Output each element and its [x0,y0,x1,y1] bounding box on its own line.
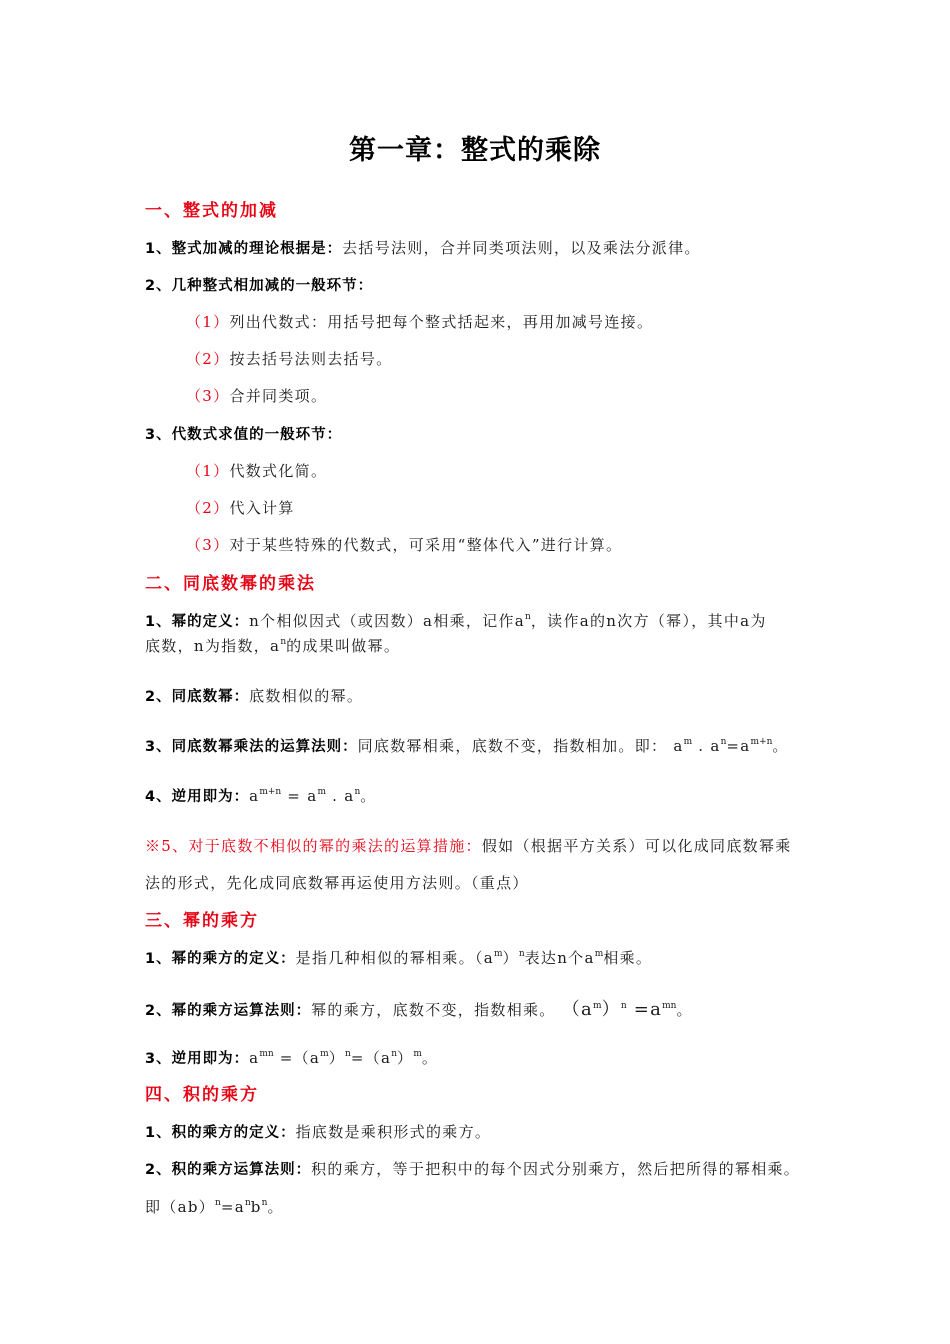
item-text: 代数式化简。 [229,462,328,480]
s2-paragraph-5-line-2 [145,876,529,891]
item-text: 代入计算 [229,499,295,517]
item-number: （3） [186,536,230,554]
superscript: n [620,1001,627,1011]
formula: a [673,737,684,755]
punctuation: 。 [421,1049,439,1067]
formula: =（a [273,1049,321,1067]
superscript: m [320,1049,329,1059]
superscript: n [525,612,531,622]
s2-paragraph-1-line-1 [145,614,767,630]
s2-paragraph-3 [145,739,789,755]
formula: =a [220,1198,245,1216]
s2-p1-text-a: n个相似因式（或因数）a相乘，记作a [249,612,526,630]
s4-p1-text: 指底数是乘积形式的乘方。 [295,1123,492,1141]
superscript: m [683,737,693,747]
s1-paragraph-3 [145,427,342,443]
item-text: 按去括号法则去括号。 [229,350,393,368]
superscript: mn [662,1001,677,1011]
s3-p2-text: 幂的乘方，底数不变，指数相乘。 [311,1001,556,1019]
section-heading-2: 二、同底数幂的乘法 [145,574,316,594]
formula: ） [397,1049,414,1067]
superscript: m [493,949,503,959]
s3-paragraph-3 [145,1051,438,1067]
s1-p3-label: 3、代数式求值的一般环节： [145,427,343,443]
s2-p1-text-c: 底数，n为指数，a [145,637,281,655]
formula: a [249,787,260,805]
punctuation: 。 [676,1001,693,1019]
superscript: m [413,1049,422,1059]
superscript: mn [259,1049,274,1059]
chapter-title: 第一章：整式的乘除 [349,135,601,166]
s2-p5-label: ※5、对于底数不相似的幂的乘法的运算措施： [145,837,482,855]
superscript: n [280,637,287,647]
superscript: n [244,1198,251,1208]
superscript: n [720,737,727,747]
s4-p2-label: 2、积的乘方运算法则： [145,1162,312,1178]
s1-p2-item-3 [186,389,327,404]
item-text: 对于某些特殊的代数式，可采用“整体代入”进行计算。 [229,536,623,554]
s4-p2-text: 积的乘方，等于把积中的每个因式分别乘方，然后把所得的幂相乘。 [311,1160,801,1178]
formula: =a [626,999,663,1020]
item-number: （2） [186,350,230,368]
s2-p3-label: 3、同底数幂乘法的运算法则： [145,739,358,755]
item-text: 列出代数式：用括号把每个整式括起来，再用加减号连接。 [229,313,654,331]
item-number: （1） [186,313,230,331]
superscript: n [518,949,525,959]
s4-paragraph-2-line-1 [145,1162,800,1178]
s2-p2-label: 2、同底数幂： [145,689,250,705]
formula: . a [692,737,721,755]
s2-p1-text-b: ，读作a的n次方（幂），其中a为 [530,612,767,630]
superscript: n [215,1198,221,1208]
formula: 即（ab） [145,1198,216,1216]
item-text: 合并同类项。 [229,387,328,405]
superscript: n [354,787,361,797]
s1-p2-item-2 [186,352,392,367]
s2-p2-text: 底数相似的幂。 [249,687,364,705]
section-heading-1: 一、整式的加减 [145,201,278,221]
s3-p1-text: ） [502,949,519,967]
formula: ） [328,1049,346,1067]
s1-p1-text: 去括号法则，合并同类项法则，以及乘法分派律。 [342,239,701,257]
s1-p1-label: 1、整式加减的理论根据是： [145,241,343,257]
s1-paragraph-2 [145,278,373,294]
item-number: （2） [186,499,230,517]
s2-p3-text: 同底数幂相乘，底数不变，指数相加。即： [357,737,668,755]
superscript: m+n [750,737,773,747]
s3-p1-text: 表达n个a [524,949,595,967]
item-number: （1） [186,462,230,480]
superscript: n [261,1198,268,1208]
s3-paragraph-2 [145,1001,693,1019]
s2-p5-text: 假如（根据平方关系）可以化成同底数幂乘 [481,837,792,855]
s2-paragraph-1-line-2 [145,639,400,654]
s1-p2-item-1 [186,315,653,330]
superscript: n [391,1049,398,1059]
superscript: m [593,1001,602,1011]
formula: ） [601,999,621,1020]
section-heading-3: 三、幂的乘方 [145,911,259,931]
s3-p1-text: 是指几种相似的幂相乘。（a [295,949,494,967]
item-number: （3） [186,387,230,405]
s2-paragraph-2 [145,689,363,705]
s4-paragraph-2-line-2 [145,1200,284,1215]
superscript: n [345,1049,351,1059]
s1-p3-item-1 [186,464,327,479]
s3-p2-label: 2、幂的乘方运算法则： [145,1003,312,1019]
superscript: m+n [259,787,282,797]
s3-p1-text: 相乘。 [603,949,653,967]
s3-paragraph-1 [145,951,652,967]
s3-p3-label: 3、逆用即为： [145,1051,250,1067]
formula: a [249,1049,260,1067]
s2-paragraph-4 [145,789,377,805]
section-heading-4: 四、积的乘方 [145,1085,259,1105]
s1-p3-item-3 [186,538,622,553]
s4-p1-label: 1、积的乘方的定义： [145,1125,296,1141]
formula: = a [281,787,318,805]
punctuation: 。 [772,737,789,755]
formula: . a [326,787,355,805]
s2-p1-label: 1、幂的定义： [145,614,250,630]
s2-p1-text-d: 的成果叫做幂。 [286,637,401,655]
punctuation: 。 [267,1198,284,1216]
superscript: m [594,949,604,959]
s3-p1-label: 1、幂的乘方的定义： [145,951,296,967]
s1-p2-label: 2、几种整式相加减的一般环节： [145,278,374,294]
formula: =a [726,737,751,755]
s2-p5-text-2: 法的形式，先化成同底数幂再运使用方法则。（重点） [145,874,529,892]
formula: =（a [350,1049,392,1067]
s1-p3-item-2 [186,501,295,516]
s2-p4-label: 4、逆用即为： [145,789,250,805]
formula: b [250,1198,262,1216]
punctuation: 。 [360,787,377,805]
superscript: m [317,787,327,797]
s1-paragraph-1 [145,241,701,257]
formula: （a [561,999,594,1020]
s4-paragraph-1 [145,1125,491,1141]
s2-paragraph-5-line-1 [145,839,792,854]
